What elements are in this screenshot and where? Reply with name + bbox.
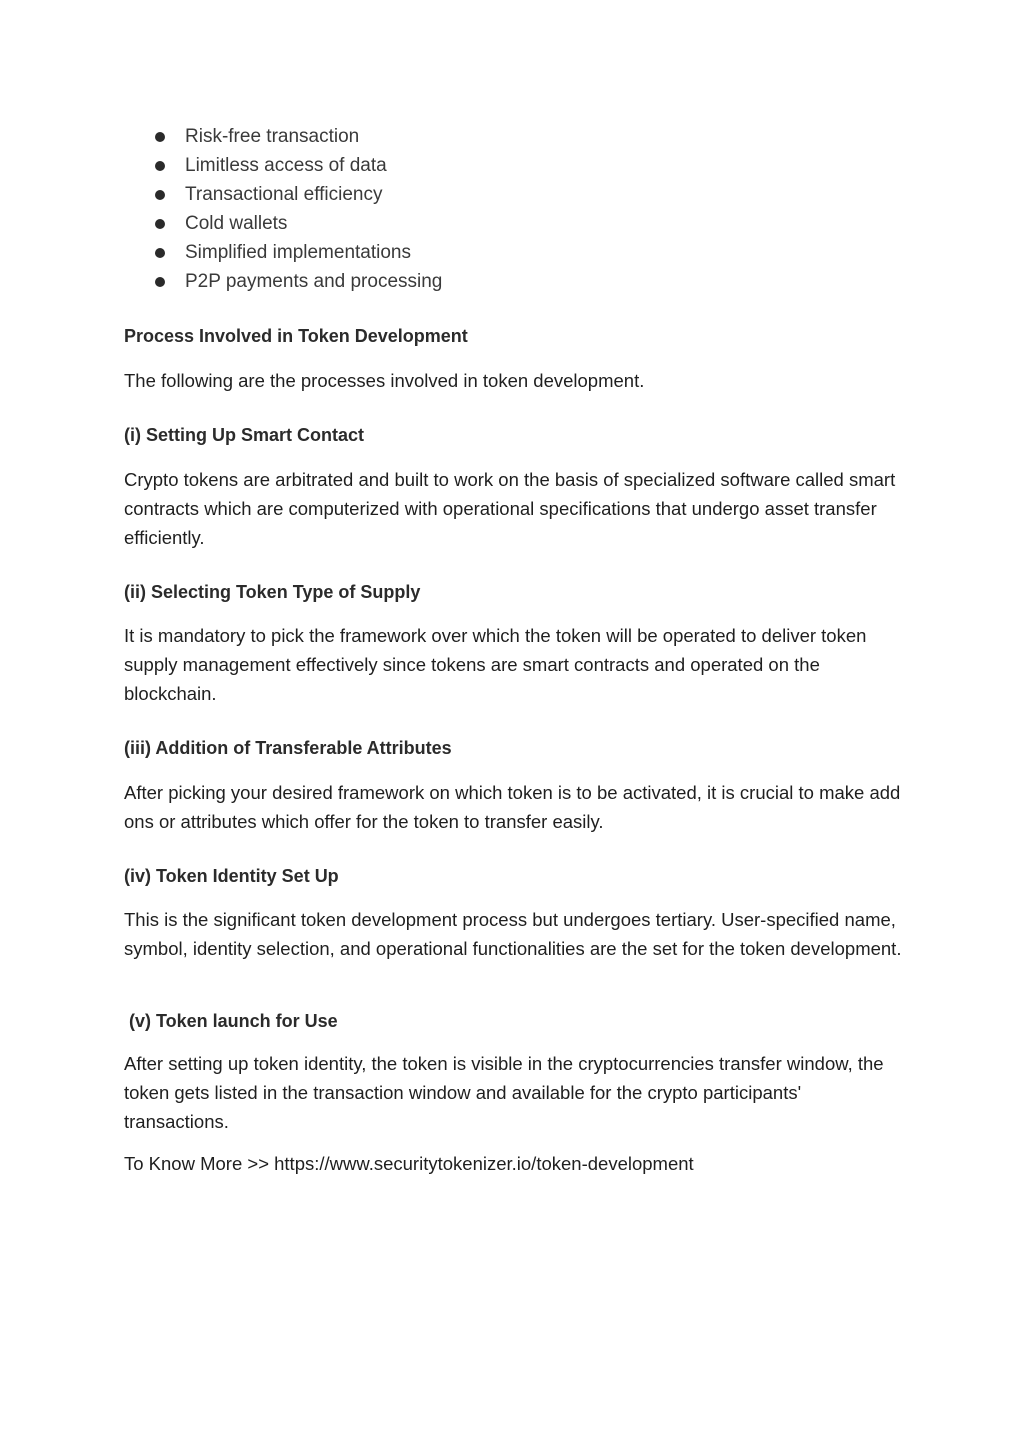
- section-title: Process Involved in Token Development: [124, 326, 468, 346]
- list-item-text: Risk-free transaction: [185, 126, 360, 147]
- step-heading-2: (ii) Selecting Token Type of Supply: [124, 582, 421, 602]
- list-item: [124, 151, 442, 180]
- step-heading-5: (v) Token launch for Use: [124, 1011, 338, 1031]
- list-item-text: Transactional efficiency: [185, 184, 383, 205]
- list-item-text: P2P payments and processing: [185, 271, 443, 292]
- step-heading-1: (i) Setting Up Smart Contact: [124, 425, 365, 445]
- step-body-4: This is the significant token development process but undergoes tertiary. User-specified name, symbol, identity selection, and operational functionalities are the set for the token development.: [124, 909, 902, 959]
- bullet-icon: [155, 132, 165, 142]
- list-item: [124, 267, 442, 296]
- step-body-2: It is mandatory to pick the framework over which the token will be operated to deliver token supply management effectively since tokens are smart contracts and operated on the blockchain.: [124, 625, 867, 704]
- list-item-text: Simplified implementations: [185, 242, 411, 263]
- list-item: [124, 122, 442, 151]
- step-body-5: After setting up token identity, the token is visible in the cryptocurrencies transfer window, the token gets listed in the transaction window and available for the crypto participants' transactions.: [124, 1053, 884, 1132]
- benefits-list: [124, 122, 442, 296]
- section-intro: The following are the processes involved in token development.: [124, 370, 645, 391]
- step-heading-3: (iii) Addition of Transferable Attributes: [124, 738, 452, 758]
- list-item: [124, 238, 442, 267]
- bullet-icon: [155, 219, 165, 229]
- list-item: [124, 209, 442, 238]
- bullet-icon: [155, 248, 165, 258]
- step-body-3: After picking your desired framework on which token is to be activated, it is crucial to make add ons or attributes which offer for the token to transfer easily.: [124, 782, 901, 832]
- bullet-icon: [155, 161, 165, 171]
- step-body-1: Crypto tokens are arbitrated and built to work on the basis of specialized software called smart contracts which are computerized with operational specifications that undergo asset transfer efficiently.: [124, 469, 896, 548]
- bullet-icon: [155, 190, 165, 200]
- step-heading-4: (iv) Token Identity Set Up: [124, 866, 339, 886]
- list-item-text: Cold wallets: [185, 213, 288, 234]
- list-item: [124, 180, 442, 209]
- list-item-text: Limitless access of data: [185, 155, 387, 176]
- bullet-icon: [155, 277, 165, 287]
- more-info-link-text: To Know More >> https://www.securitytokenizer.io/token-development: [124, 1153, 694, 1174]
